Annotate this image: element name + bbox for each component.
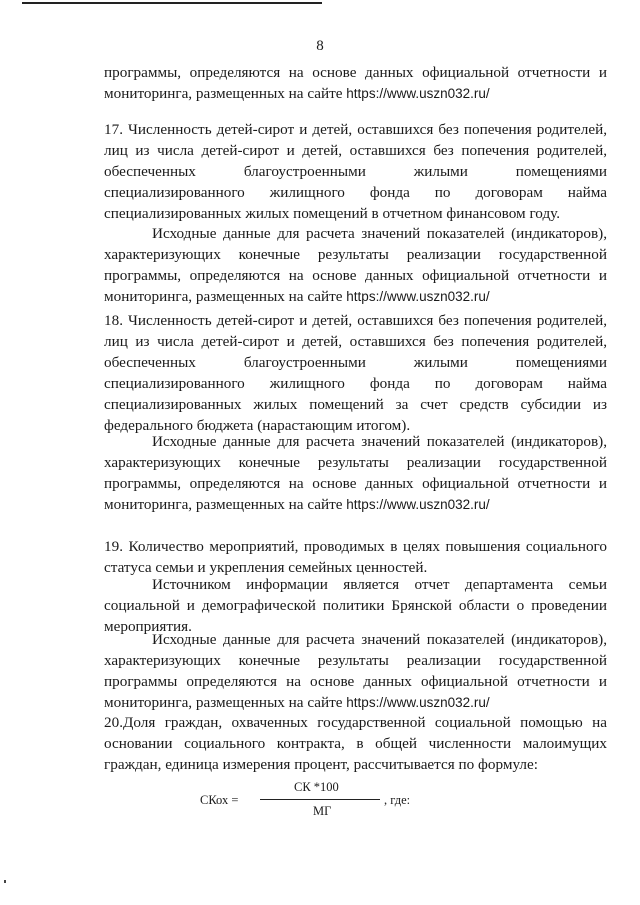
- fraction-bar: [260, 799, 380, 800]
- site-link[interactable]: https://www.uszn032.ru/: [346, 695, 490, 710]
- scan-speck: [4, 880, 6, 883]
- paragraph-text: программы, определяются на основе данных официальной отчетности и мониторинга, размещенных на сайте: [104, 64, 607, 102]
- scan-edge-line: [22, 2, 322, 4]
- paragraph-text: 18. Численность детей-сирот и детей, оставшихся без попечения родителей, лиц из числа детей-сирот и детей, оставшихся без попечения родителей, обеспеченных благоустроенными жилыми помещениями специализированного жилищного фонда по договорам найма специализированных жилых помещений за счет средств субсидии из федерального бюджета (нарастающим итогом).: [104, 312, 607, 434]
- paragraph-indicator-20: [104, 712, 607, 775]
- scan-top-edge: [0, 0, 640, 12]
- paragraph-text: Исходные данные для расчета значений показателей (индикаторов), характеризующих конечные результаты реализации государственной программы, определяются на основе данных официальной отчетности и мониторинга, размещенных на сайте: [104, 225, 607, 305]
- paragraph-indicator-17: [104, 119, 607, 224]
- paragraph-source-data-18: [104, 431, 607, 515]
- formula-denominator: МГ: [313, 804, 332, 818]
- site-link[interactable]: https://www.uszn032.ru/: [346, 86, 490, 101]
- formula: [200, 780, 460, 820]
- paragraph-indicator-19: [104, 536, 607, 578]
- paragraph-indicator-18: [104, 310, 607, 436]
- paragraph-program-data-intro: [104, 62, 607, 104]
- paragraph-source-data-17: [104, 223, 607, 307]
- formula-suffix: , где:: [384, 793, 411, 807]
- site-link[interactable]: https://www.uszn032.ru/: [346, 497, 490, 512]
- page-number: 8: [316, 38, 324, 54]
- paragraph-text: Источником информации является отчет департамента семьи социальной и демографической политики Брянской области о проведении мероприятия.: [104, 576, 607, 635]
- site-link[interactable]: https://www.uszn032.ru/: [346, 289, 490, 304]
- formula-numerator: СК *100: [294, 780, 339, 794]
- paragraph-text: 20.Доля граждан, охваченных государственной социальной помощью на основании социального контракта, в общей численности малоимущих граждан, единица измерения процент, рассчитывается по формуле:: [104, 714, 607, 773]
- paragraph-text: 19. Количество мероприятий, проводимых в целях повышения социального статуса семьи и укрепления семейных ценностей.: [104, 538, 607, 576]
- paragraph-info-source-19: [104, 574, 607, 637]
- paragraph-text: Исходные данные для расчета значений показателей (индикаторов), характеризующих конечные результаты реализации государственной программы определяются на основе данных официальной отчетности и мониторинга, размещенных на сайте: [104, 631, 607, 711]
- paragraph-text: 17. Численность детей-сирот и детей, оставшихся без попечения родителей, лиц из числа детей-сирот и детей, оставшихся без попечения родителей, обеспеченных благоустроенными жилыми помещениями специализированного жилищного фонда по договорам найма специализированных жилых помещений в отчетном финансовом году.: [104, 121, 607, 222]
- paragraph-source-data-19: [104, 629, 607, 713]
- formula-lhs: СКох =: [200, 793, 239, 807]
- paragraph-text: Исходные данные для расчета значений показателей (индикаторов), характеризующих конечные результаты реализации государственной программы, определяются на основе данных официальной отчетности и мониторинга, размещенных на сайте: [104, 433, 607, 513]
